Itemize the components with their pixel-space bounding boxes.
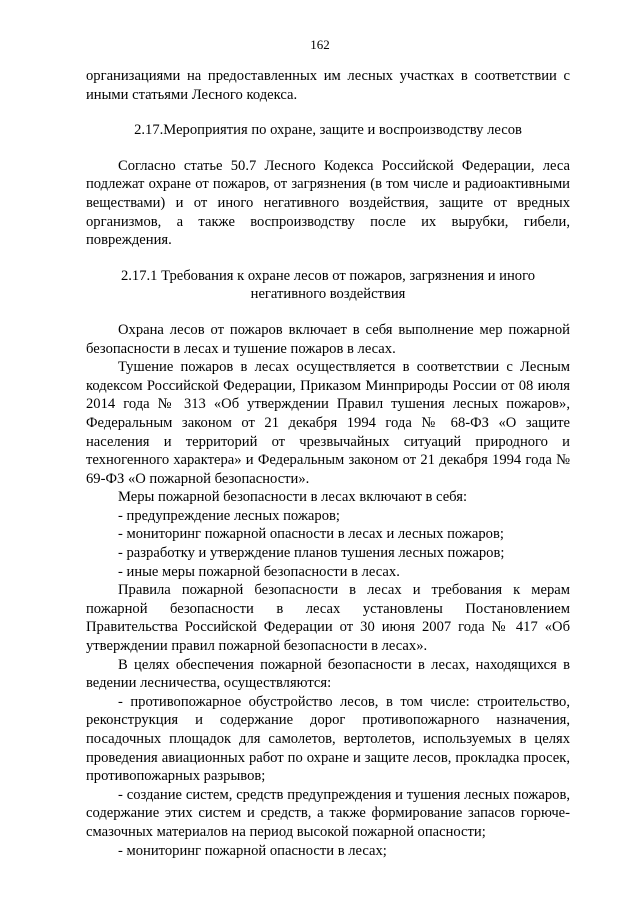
list-item: - разработку и утверждение планов тушения лесных пожаров;	[118, 545, 505, 562]
paragraph-fire-extinguishing: Тушение пожаров в лесах осуществляется в соответствии с Лесным кодексом Российской Федерации, Приказом Минприроды России от 08 июля 2014 года № 313 «Об утверждении Правил тушения лесных пожаров», Федеральным законом от 21 декабря 1994 года № 68-ФЗ «О защите населения и территорий от чрезвычайных ситуаций природного и техногенного характера» и Федеральным законом от 21 декабря 1994 года № 69-ФЗ «О пожарной безопасности».	[86, 359, 570, 487]
list-item: - создание систем, средств предупреждения и тушения лесных пожаров, содержание этих систем и средств, а также формирование запасов горюче-смазочных материалов на период высокой пожарной опасности;	[86, 786, 570, 840]
list-item: - противопожарное обустройство лесов, в том числе: строительство, реконструкция и содержание дорог противопожарного назначения, посадочных площадок для самолетов, вертолетов, используемых в целях проведения авиационных работ по охране и защите лесов, прокладка просек, противопожарных разрывов;	[86, 693, 570, 785]
section-heading-2-17: 2.17.Мероприятия по охране, защите и воспроизводству лесов	[134, 122, 522, 139]
paragraph-fire-protection: Охрана лесов от пожаров включает в себя выполнение мер пожарной безопасности в лесах и тушение пожаров в лесах.	[86, 321, 570, 357]
subsection-heading-2-17-1: 2.17.1 Требования к охране лесов от пожаров, загрязнения и иного негативного воздействия	[120, 267, 536, 303]
list-item: - мониторинг пожарной опасности в лесах и лесных пожаров;	[118, 526, 504, 543]
paragraph-continuation: организациями на предоставленных им лесных участках в соответствии с иными статьями Лесного кодекса.	[86, 68, 570, 103]
list-item: - мониторинг пожарной опасности в лесах;	[118, 842, 387, 859]
paragraph-forest-protection-law: Согласно статье 50.7 Лесного Кодекса Российской Федерации, леса подлежат охране от пожаров, от загрязнения (в том числе и радиоактивными веществами) и от иного негативного воздействия, защите от вредных организмов, а также воспроизводству после их вырубки, гибели, повреждения.	[86, 157, 570, 249]
paragraph-fire-safety-measures: Меры пожарной безопасности в лесах включают в себя:	[118, 489, 467, 506]
paragraph-fire-safety-rules: Правила пожарной безопасности в лесах и требования к мерам пожарной безопасности в лесах установлены Постановлением Правительства Российской Федерации от 30 июня 2007 года № 417 «Об утверждении правил пожарной безопасности в лесах».	[86, 582, 570, 655]
list-item: - иные меры пожарной безопасности в лесах.	[118, 563, 400, 580]
page-number: 162	[310, 37, 330, 52]
document-body	[86, 67, 570, 860]
list-item: - предупреждение лесных пожаров;	[118, 507, 340, 524]
paragraph-forestry-measures: В целях обеспечения пожарной безопасности в лесах, находящихся в ведении лесничества, осуществляются:	[86, 656, 570, 692]
